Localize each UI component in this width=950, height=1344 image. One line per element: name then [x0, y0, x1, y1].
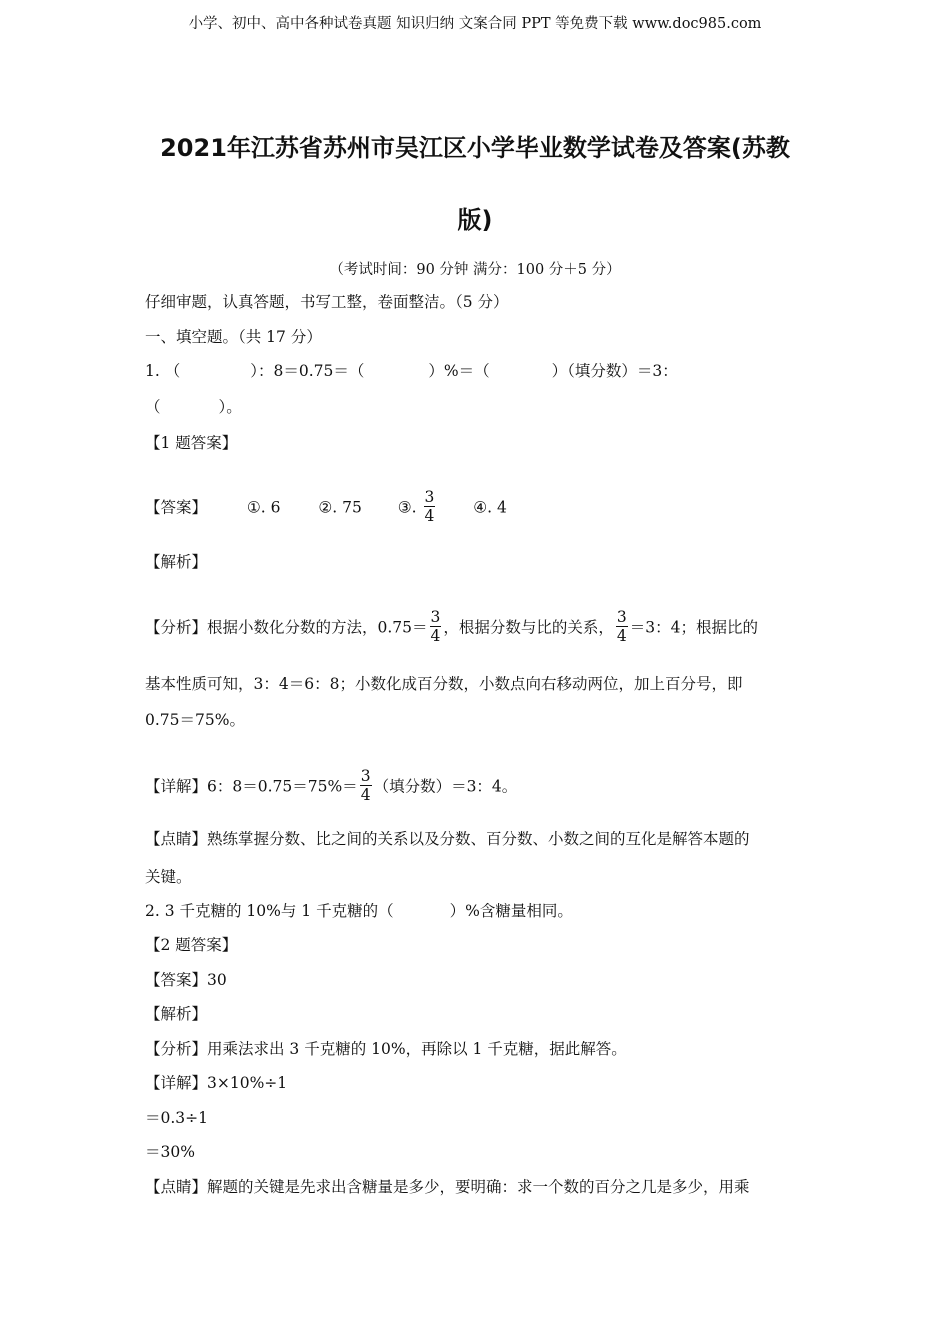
section-heading: 一、填空题。（共 17 分）	[145, 328, 322, 346]
step-1: ＝0.3÷1	[145, 1109, 208, 1127]
answer-item: ②. 75	[318, 498, 362, 517]
answer-item: ④. 4	[473, 498, 507, 517]
dianjing-line-1: 【点睛】熟练掌握分数、比之间的关系以及分数、百分数、小数之间的互化是解答本题的	[145, 830, 750, 848]
dianjing-2: 【点睛】解题的关键是先求出含糖量是多少，要明确：求一个数的百分之几是多少，用乘	[145, 1178, 750, 1196]
answer-item: ③.	[397, 498, 417, 517]
document-title-line2: 版)	[457, 206, 493, 234]
answer-line-1: 【答案】 ①. 6 ②. 75 ③. $\frac{3}{4}$ ④. 4	[145, 488, 507, 525]
fenxi-2: 【分析】用乘法求出 3 千克糖的 10%，再除以 1 千克糖，据此解答。	[145, 1040, 627, 1058]
exam-info: （考试时间：90 分钟 满分：100 分＋5 分）	[329, 262, 621, 278]
intro-text: 仔细审题，认真答题，书写工整，卷面整洁。（5 分）	[145, 293, 509, 311]
question-1-continued: （ ）。	[145, 398, 242, 416]
fraction: $\frac{3}{4}$	[430, 608, 441, 645]
fenxi-line-2: 基本性质可知，3：4＝6：8；小数化成百分数，小数点向右移动两位，加上百分号，即	[145, 675, 743, 693]
xiangjie-line-1: 【详解】6：8＝0.75＝75%＝ $\frac{3}{4}$ （填分数）＝3：4。	[145, 767, 518, 804]
fenxi-line-3: 0.75＝75%。	[145, 711, 245, 729]
page-header: 小学、初中、高中各种试卷真题 知识归纳 文案合同 PPT 等免费下载 www.doc985.com	[188, 16, 762, 32]
answer-item: ①. 6	[246, 498, 281, 517]
step-2: ＝30%	[145, 1143, 195, 1161]
question-1: 1. （ ）：8＝0.75＝（ ）%＝（ ）（填分数）＝3：	[145, 362, 678, 380]
analysis-heading-1: 【解析】	[145, 553, 208, 571]
xiangjie-2: 【详解】3×10%÷1	[145, 1074, 288, 1092]
fenxi-line-1: 【分析】根据小数化分数的方法，0.75＝ $\frac{3}{4}$ ，根据分数与比的关系， $\frac{3}{4}$ ＝3：4；根据比的	[145, 608, 759, 645]
question-2: 2. 3 千克糖的 10%与 1 千克糖的（ ）%含糖量相同。	[145, 902, 573, 920]
answer-heading-1: 【1 题答案】	[145, 434, 238, 452]
fraction: $\frac{3}{4}$	[360, 767, 371, 804]
answer-2: 【答案】30	[145, 971, 227, 989]
document-title-line1: 2021年江苏省苏州市吴江区小学毕业数学试卷及答案(苏教	[160, 134, 790, 162]
analysis-heading-2: 【解析】	[145, 1005, 208, 1023]
answer-heading-2: 【2 题答案】	[145, 936, 238, 954]
dianjing-line-2: 关键。	[145, 868, 192, 886]
fraction: $\frac{3}{4}$	[616, 608, 627, 645]
fraction: $\frac{3}{4}$	[424, 488, 435, 525]
